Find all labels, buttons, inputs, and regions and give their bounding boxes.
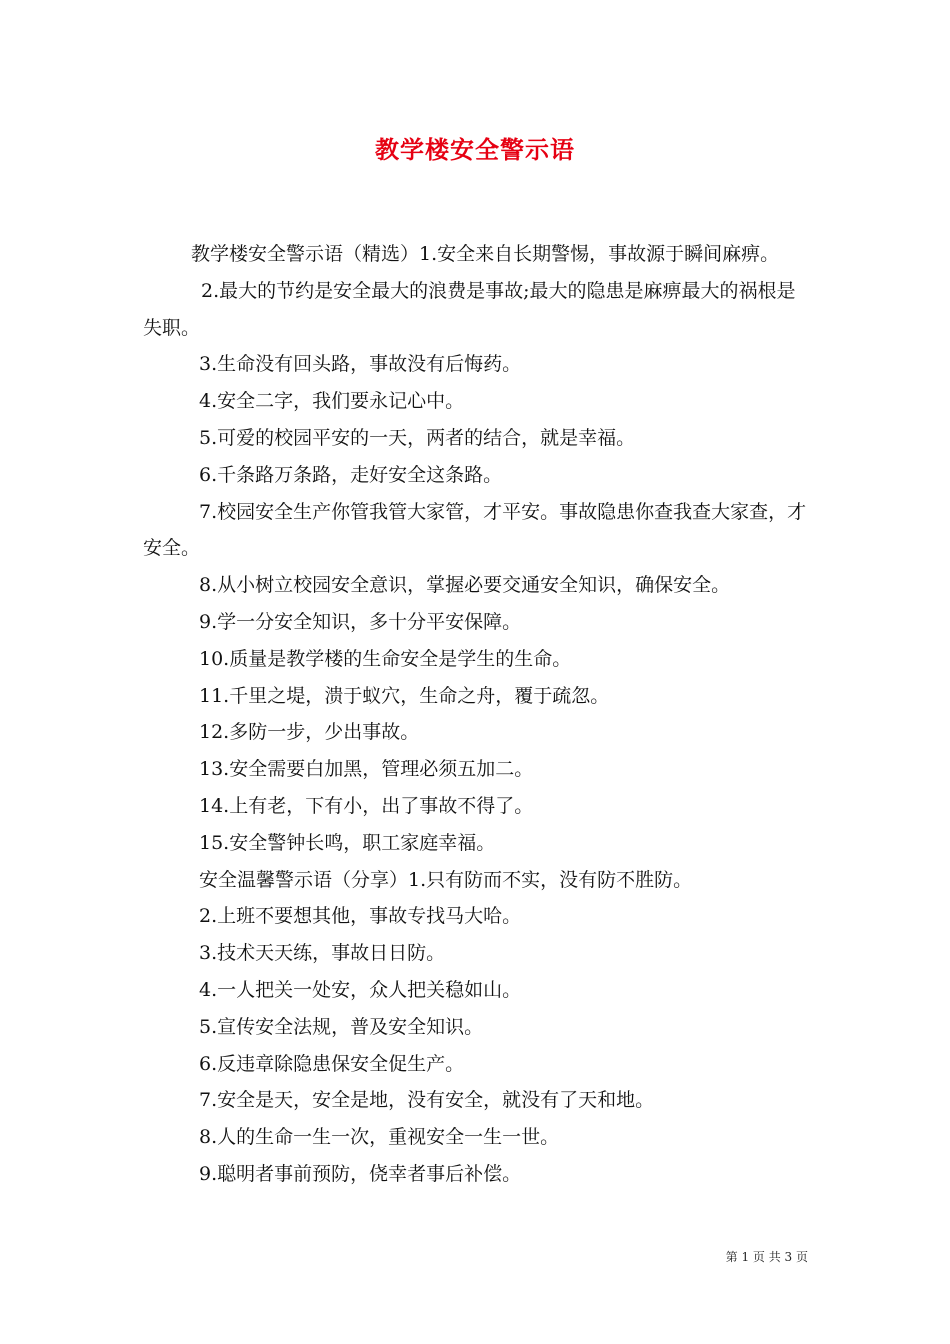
paragraph: 教学楼安全警示语（精选）1.安全来自长期警惕，事故源于瞬间麻痹。 [191, 243, 780, 265]
document-body [143, 236, 808, 1193]
paragraph: 8.从小树立校园安全意识，掌握必要交通安全知识，确保安全。 [199, 574, 731, 597]
paragraph: 2.上班不要想其他，事故专找马大哈。 [199, 905, 522, 928]
page-footer: 第 1 页 共 3 页 [725, 1250, 808, 1264]
paragraph: 6.反违章除隐患保安全促生产。 [199, 1052, 465, 1075]
paragraph: 9.学一分安全知识，多十分平安保障。 [199, 610, 522, 633]
paragraph: 9.聪明者事前预防，侥幸者事后补偿。 [199, 1162, 522, 1185]
paragraph: 2.最大的节约是安全最大的浪费是事故;最大的隐患是麻痹最大的祸根是失职。 [143, 279, 796, 339]
paragraph: 3.技术天天练，事故日日防。 [199, 942, 446, 965]
paragraph: 5.可爱的校园平安的一天，两者的结合，就是幸福。 [199, 426, 636, 449]
paragraph: 11.千里之堤，溃于蚁穴，生命之舟，覆于疏忽。 [199, 684, 610, 707]
paragraph: 12.多防一步，少出事故。 [199, 721, 420, 744]
paragraph: 10.质量是教学楼的生命安全是学生的生命。 [199, 647, 572, 670]
paragraph: 3.生命没有回头路，事故没有后悔药。 [199, 353, 522, 376]
document-title: 教学楼安全警示语 [375, 135, 575, 164]
paragraph: 安全温馨警示语（分享）1.只有防而不实，没有防不胜防。 [199, 868, 693, 891]
paragraph: 15.安全警钟长鸣，职工家庭幸福。 [199, 831, 496, 854]
paragraph: 7.校园安全生产你管我管大家管，才平安。事故隐患你查我查大家查，才安全。 [143, 500, 807, 560]
paragraph: 4.安全二字，我们要永记心中。 [199, 390, 465, 413]
paragraph: 13.安全需要白加黑，管理必须五加二。 [199, 758, 534, 781]
paragraph: 6.千条路万条路，走好安全这条路。 [199, 463, 503, 486]
paragraph: 4.一人把关一处安，众人把关稳如山。 [199, 978, 522, 1001]
paragraph: 5.宣传安全法规，普及安全知识。 [199, 1015, 484, 1038]
paragraph: 8.人的生命一生一次，重视安全一生一世。 [199, 1126, 560, 1149]
paragraph: 7.安全是天，安全是地，没有安全，就没有了天和地。 [199, 1089, 655, 1112]
paragraph: 14.上有老，下有小，出了事故不得了。 [199, 794, 534, 817]
